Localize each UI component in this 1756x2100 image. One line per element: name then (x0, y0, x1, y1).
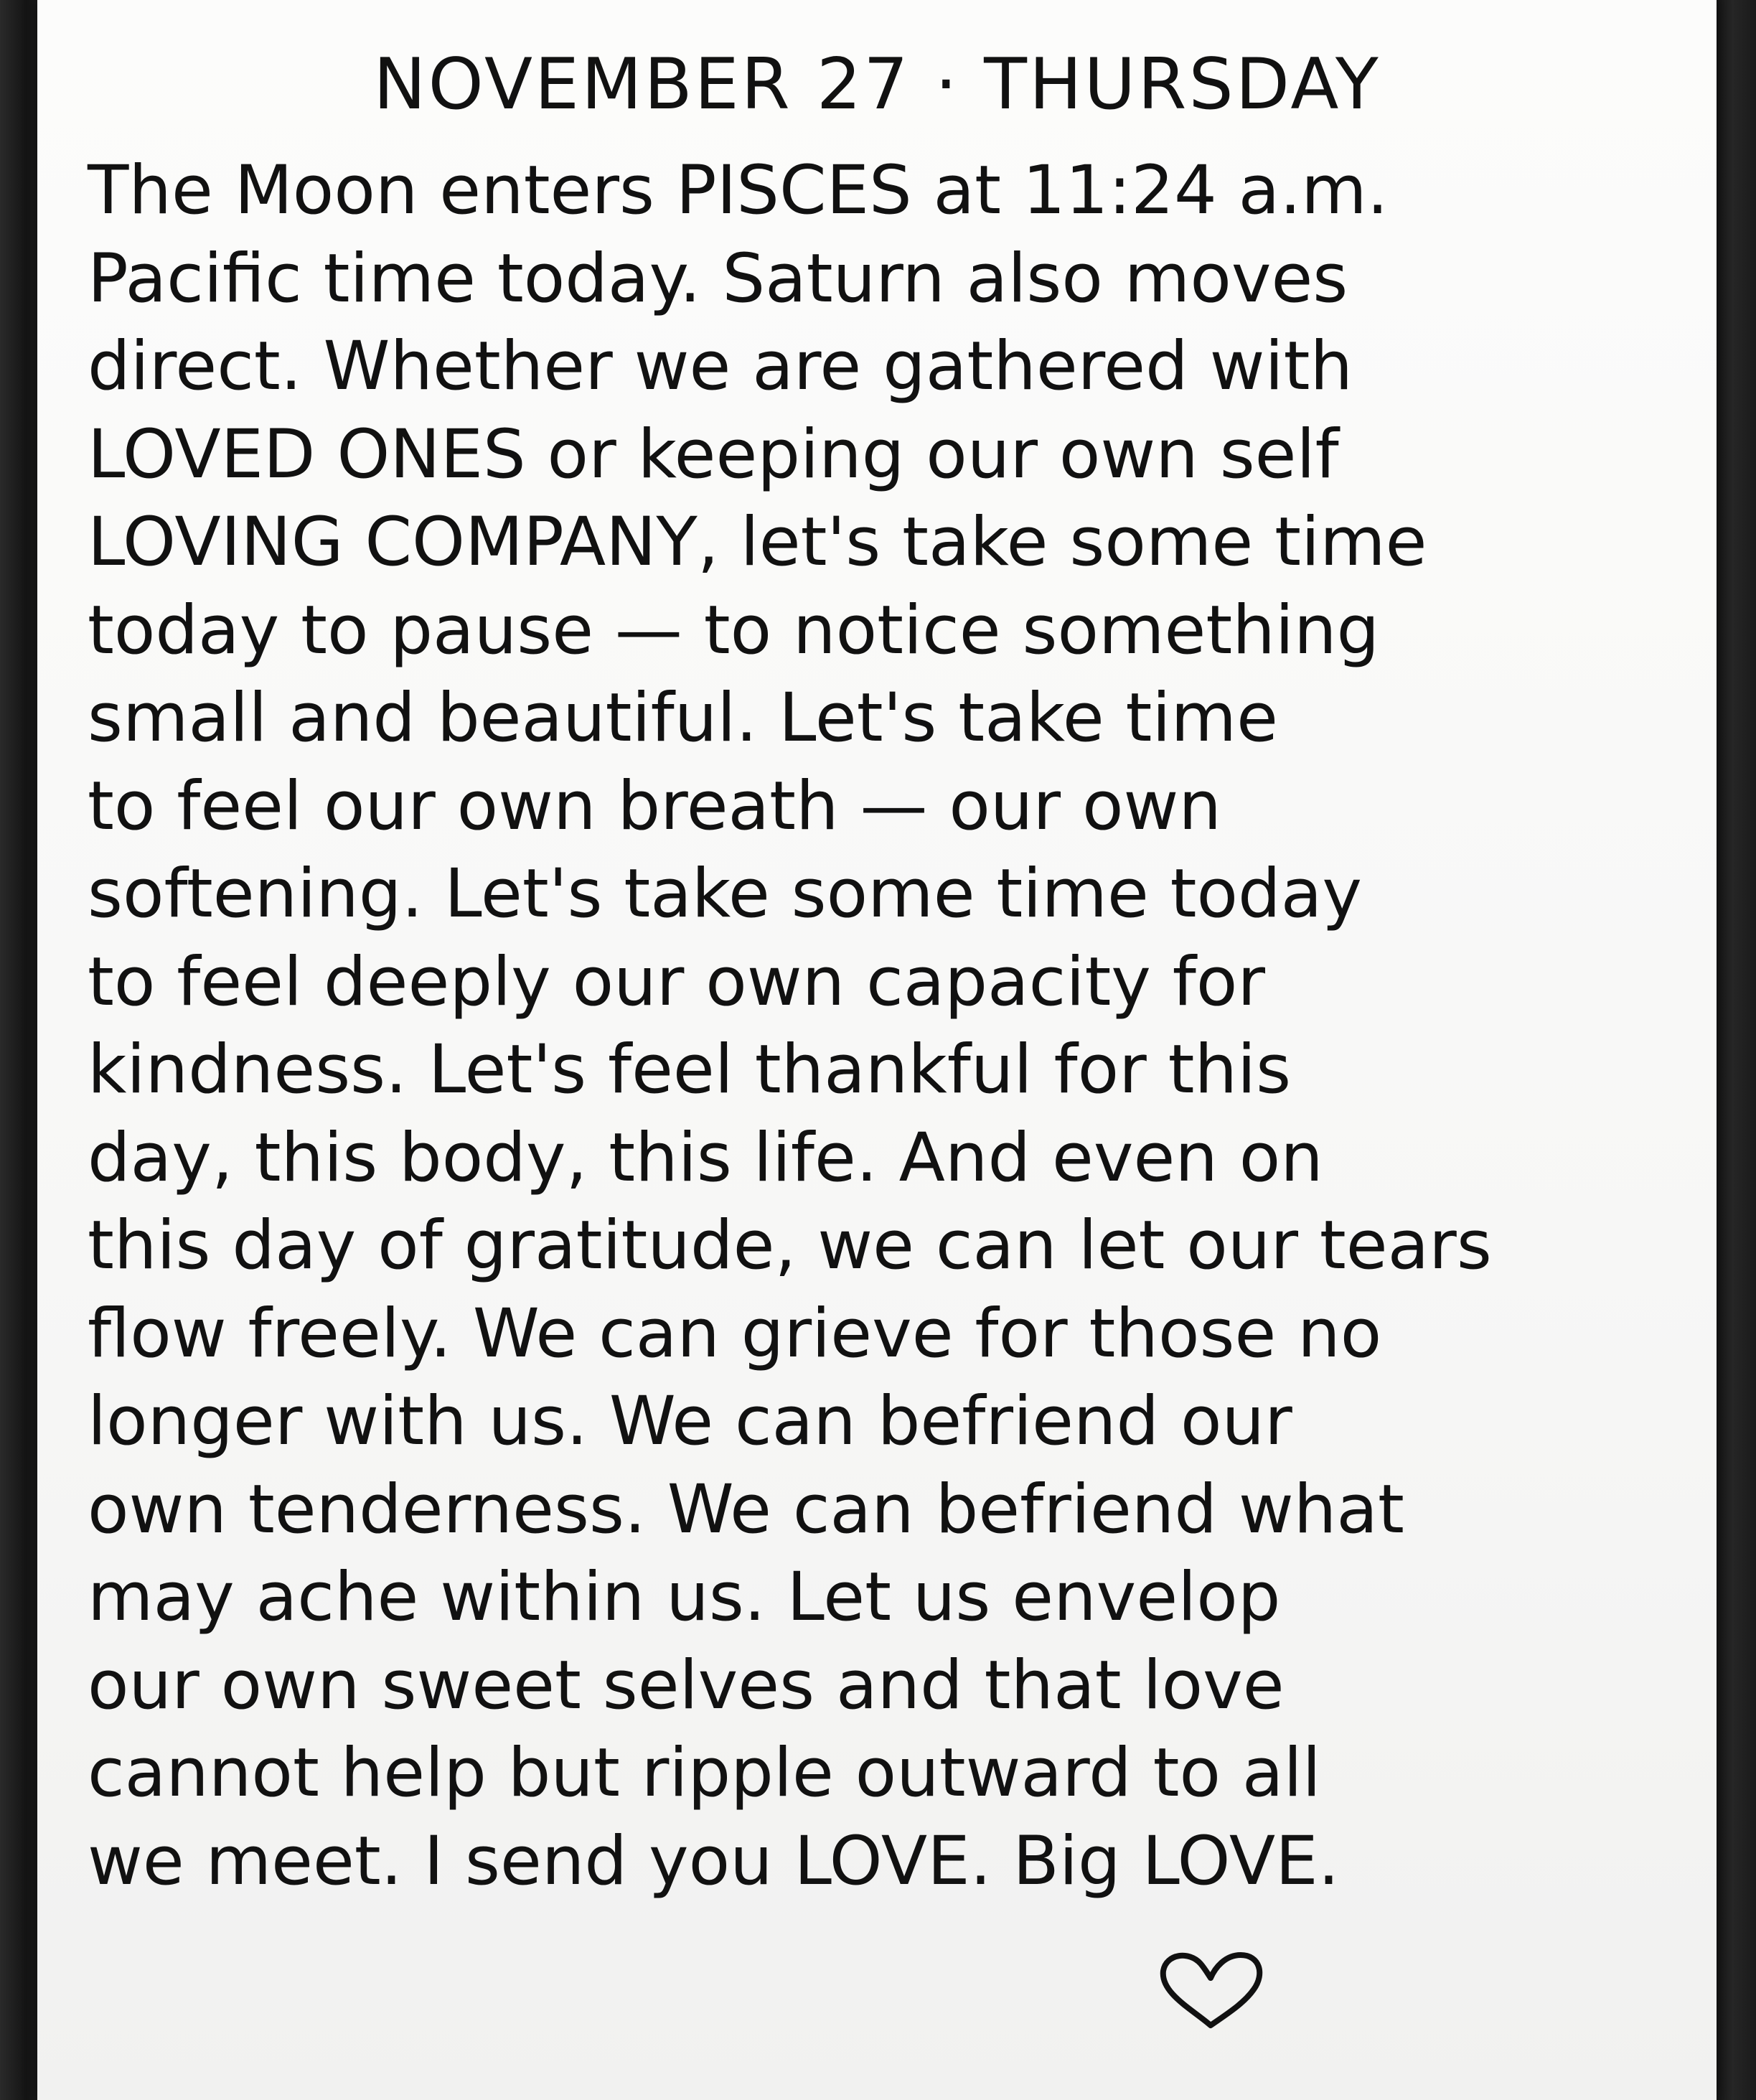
note-line: day, this body, this life. And even on (88, 1118, 1323, 1197)
note-line: may ache within us. Let us envelop (88, 1558, 1281, 1636)
note-line: LOVED ONES or keeping our own self (88, 415, 1339, 494)
note-line: this day of gratitude, we can let our tears (88, 1206, 1492, 1285)
note-line: to feel our own breath — our own (88, 767, 1221, 845)
note-line: cannot help but ripple outward to all (88, 1734, 1321, 1812)
note-line: direct. Whether we are gathered with (88, 327, 1353, 406)
note-line: own tenderness. We can befriend what (88, 1470, 1404, 1549)
note-line: our own sweet selves and that love (88, 1646, 1285, 1725)
heart-icon (1153, 1946, 1268, 2033)
note-line: longer with us. We can befriend our (88, 1382, 1292, 1461)
note-heading: NOVEMBER 27 · THURSDAY (373, 44, 1381, 126)
background-edge-right (1717, 0, 1756, 2100)
note-line: to feel deeply our own capacity for (88, 942, 1266, 1021)
handwritten-note-paper (37, 0, 1717, 2100)
note-line: Pacific time today. Saturn also moves (88, 239, 1348, 318)
note-body (88, 147, 1666, 1906)
note-line: softening. Let's take some time today (88, 855, 1362, 933)
note-line: LOVING COMPANY, let's take some time (88, 503, 1427, 581)
note-line: we meet. I send you LOVE. Big LOVE. (88, 1822, 1340, 1900)
note-line: flow freely. We can grieve for those no (88, 1294, 1382, 1373)
note-line: kindness. Let's feel thankful for this (88, 1031, 1292, 1109)
note-line: today to pause — to notice something (88, 591, 1380, 670)
note-line: small and beautiful. Let's take time (88, 679, 1278, 757)
note-line: The Moon enters PISCES at 11:24 a.m. (88, 151, 1389, 230)
